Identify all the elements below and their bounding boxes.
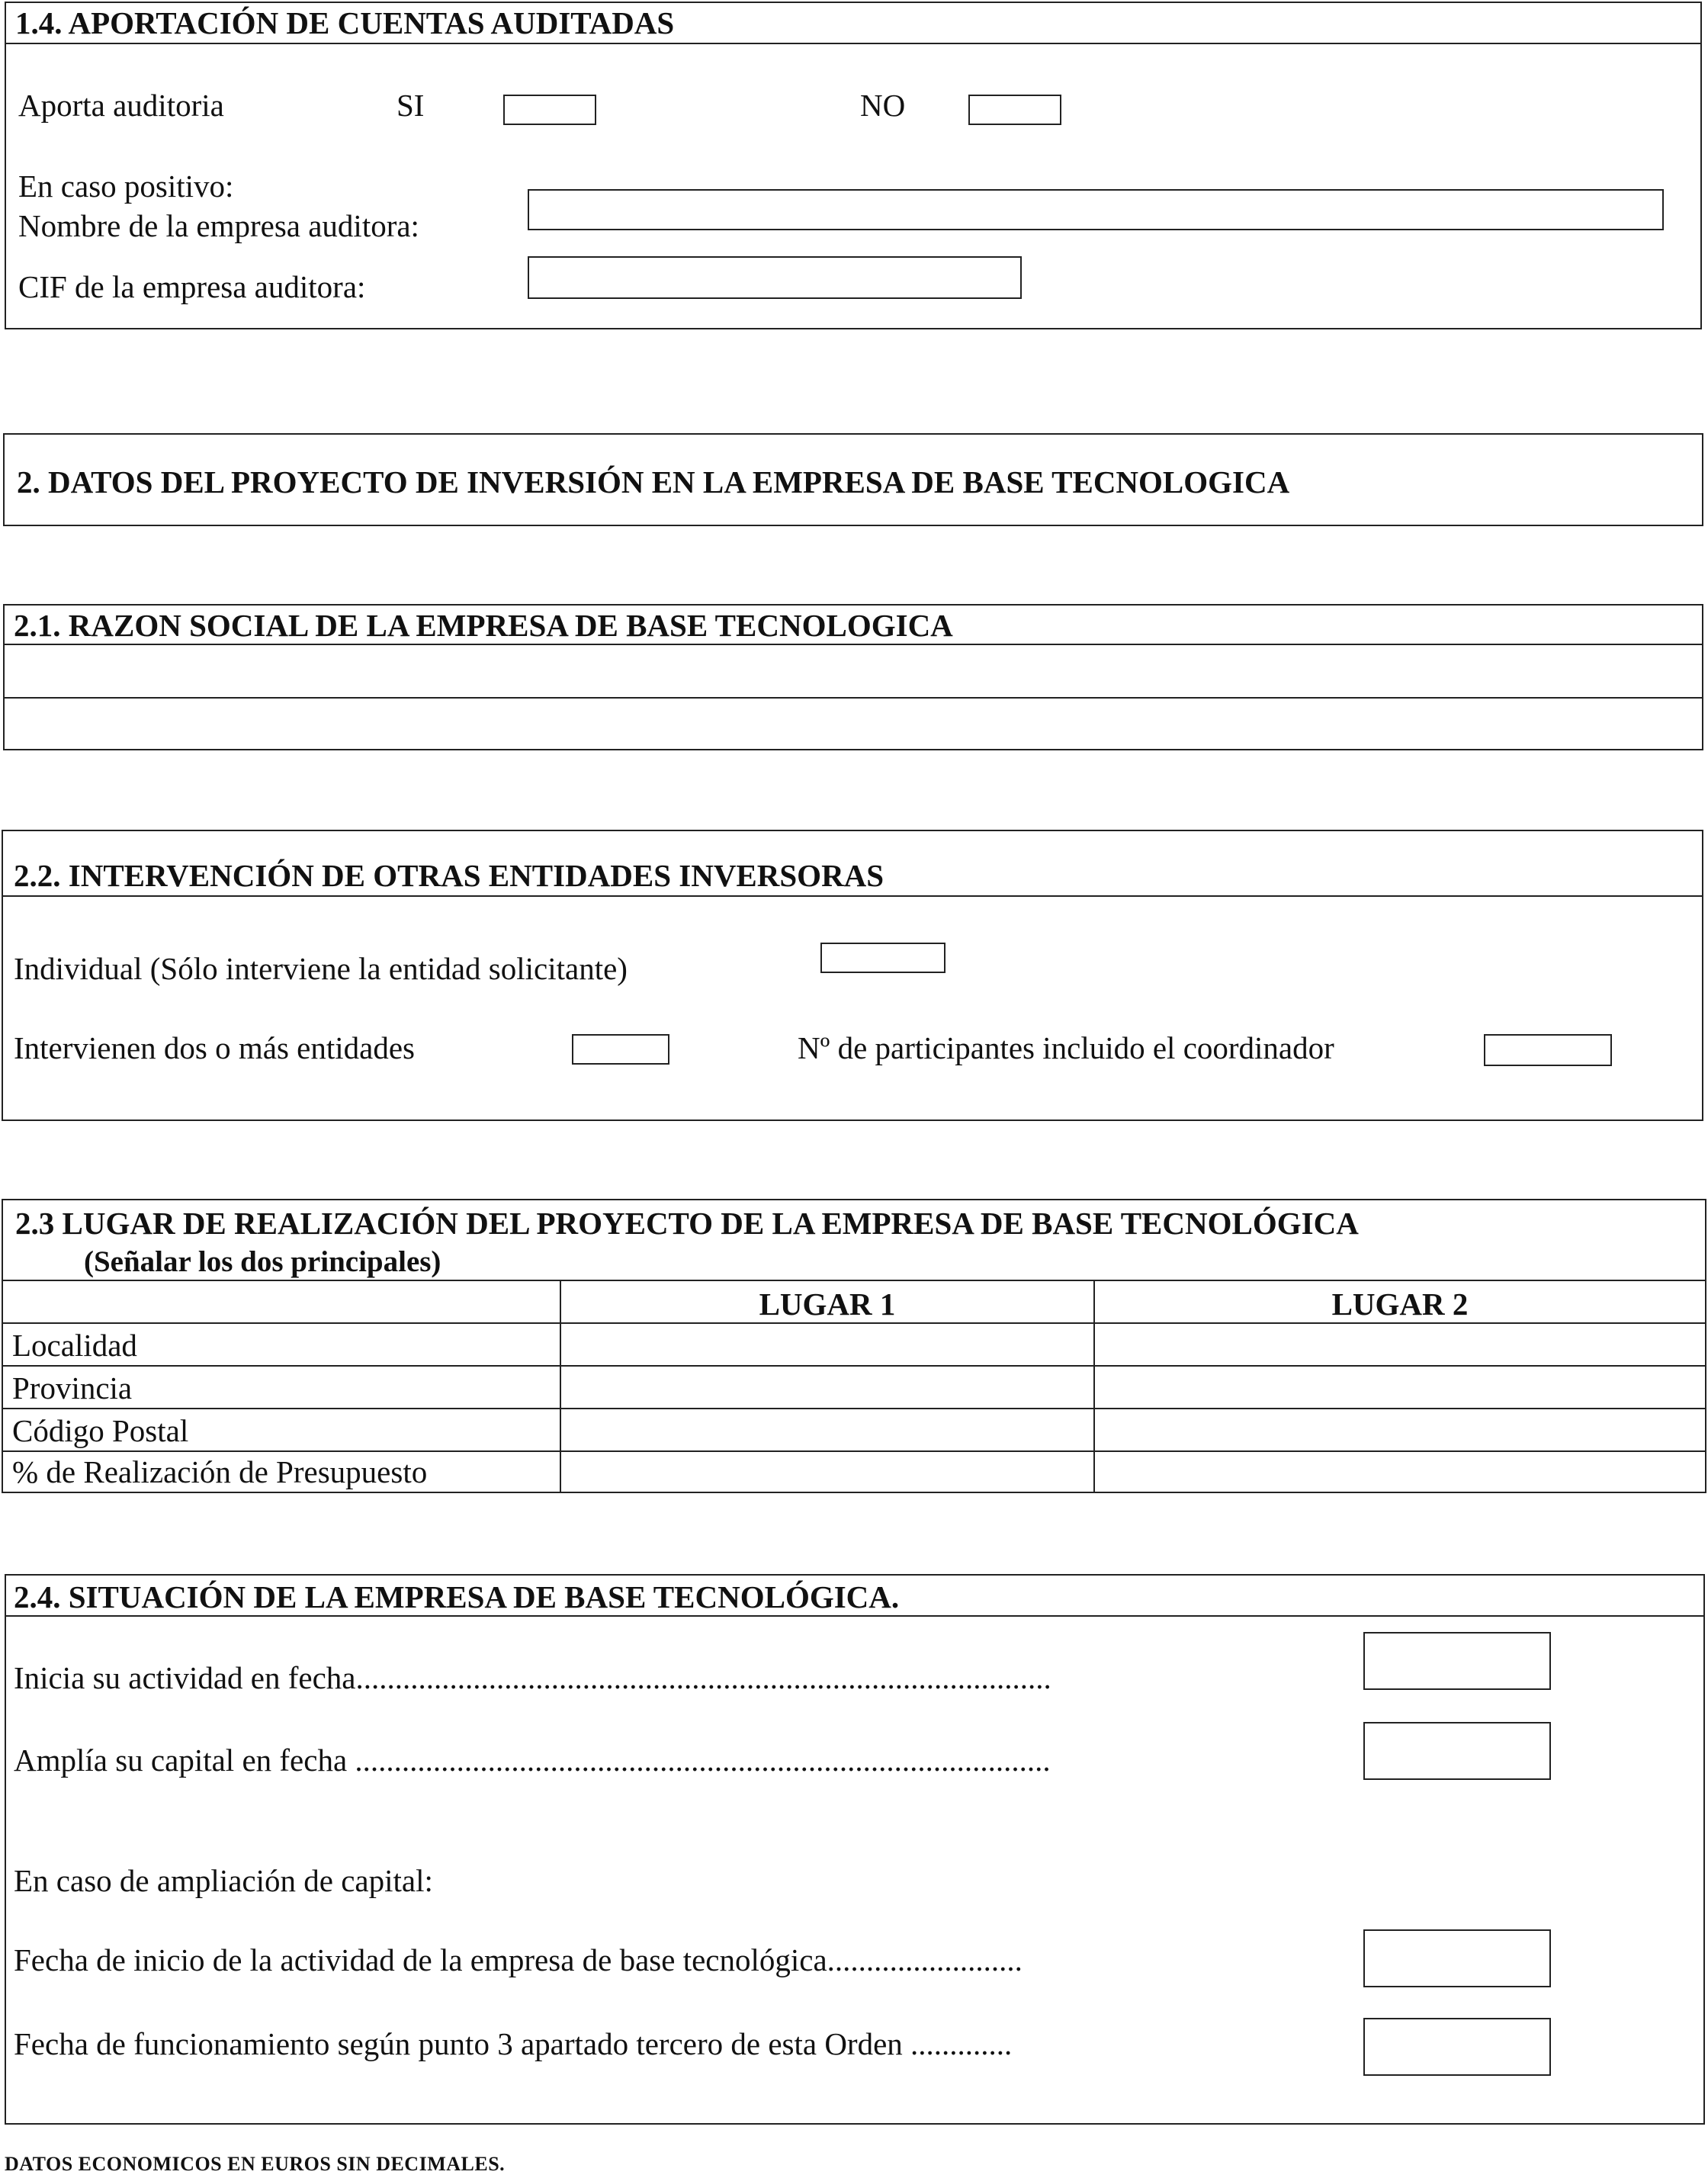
- amplia-capital-label: Amplía su capital en fecha .........................................................................................: [14, 1743, 1051, 1778]
- positive-label: En caso positivo:: [18, 169, 234, 204]
- nombre-empresa-auditora-input[interactable]: [528, 189, 1664, 230]
- section-2-4-title: 2.4. SITUACIÓN DE LA EMPRESA DE BASE TECNOLÓGICA.: [14, 1579, 900, 1614]
- dos-entidades-label: Intervienen dos o más entidades: [14, 1030, 416, 1065]
- porcentaje-lugar-1-cell[interactable]: [563, 1454, 1092, 1492]
- footer-note: DATOS ECONOMICOS EN EUROS SIN DECIMALES.: [5, 2153, 506, 2175]
- no-checkbox[interactable]: [968, 95, 1061, 125]
- cif-empresa-auditora-input[interactable]: [528, 256, 1022, 299]
- table-row-rule-4: [2, 1450, 1706, 1452]
- table-row-rule-3: [2, 1408, 1706, 1409]
- row-label-provincia: Provincia: [12, 1370, 133, 1405]
- fecha-funcionamiento-label: Fecha de funcionamiento según punto 3 apartado tercero de esta Orden .............: [14, 2026, 1013, 2061]
- codigo-postal-lugar-2-cell[interactable]: [1096, 1411, 1703, 1449]
- si-checkbox[interactable]: [503, 95, 596, 125]
- table-row-rule-2: [2, 1365, 1706, 1367]
- dos-entidades-checkbox[interactable]: [572, 1034, 669, 1065]
- razon-social-line-2[interactable]: [6, 700, 1700, 749]
- fecha-funcionamiento-date-input[interactable]: [1363, 2018, 1551, 2076]
- individual-label: Individual (Sólo interviene la entidad solicitante): [14, 951, 628, 986]
- section-2-3-subtitle: (Señalar los dos principales): [84, 1245, 441, 1278]
- no-label: NO: [860, 88, 906, 123]
- section-2-3-header-rule: [2, 1280, 1706, 1281]
- codigo-postal-lugar-1-cell[interactable]: [563, 1411, 1092, 1449]
- nombre-label: Nombre de la empresa auditora:: [18, 208, 419, 243]
- section-2-1-row-rule: [3, 697, 1703, 699]
- inicia-actividad-date-input[interactable]: [1363, 1632, 1551, 1690]
- ampliacion-capital-label: En caso de ampliación de capital:: [14, 1863, 433, 1898]
- table-row-rule-1: [2, 1322, 1706, 1324]
- section-1-4-title: 1.4. APORTACIÓN DE CUENTAS AUDITADAS: [15, 5, 675, 40]
- localidad-lugar-2-cell[interactable]: [1096, 1325, 1703, 1364]
- section-2-3-title: 2.3 LUGAR DE REALIZACIÓN DEL PROYECTO DE LA EMPRESA DE BASE TECNOLÓGICA: [15, 1206, 1359, 1241]
- amplia-capital-date-input[interactable]: [1363, 1722, 1551, 1780]
- section-2-1-title: 2.1. RAZON SOCIAL DE LA EMPRESA DE BASE TECNOLOGICA: [14, 608, 953, 643]
- column-header-lugar-1: LUGAR 1: [759, 1287, 896, 1322]
- provincia-lugar-1-cell[interactable]: [563, 1368, 1092, 1406]
- row-label-codigo-postal: Código Postal: [12, 1413, 189, 1448]
- individual-checkbox[interactable]: [820, 943, 946, 973]
- fecha-inicio-label: Fecha de inicio de la actividad de la empresa de base tecnológica.........................: [14, 1942, 1023, 1977]
- localidad-lugar-1-cell[interactable]: [563, 1325, 1092, 1364]
- section-2-title: 2. DATOS DEL PROYECTO DE INVERSIÓN EN LA EMPRESA DE BASE TECNOLOGICA: [17, 464, 1290, 500]
- aporta-label: Aporta auditoria: [18, 88, 224, 123]
- section-2-4-title-rule: [5, 1615, 1705, 1617]
- section-2-2-title: 2.2. INTERVENCIÓN DE OTRAS ENTIDADES INVERSORAS: [14, 858, 884, 893]
- participantes-label: Nº de participantes incluido el coordinador: [798, 1030, 1334, 1065]
- fecha-inicio-date-input[interactable]: [1363, 1929, 1551, 1987]
- provincia-lugar-2-cell[interactable]: [1096, 1368, 1703, 1406]
- section-2-2-title-rule: [2, 895, 1703, 897]
- section-1-4-title-rule: [5, 43, 1702, 44]
- row-label-porcentaje: % de Realización de Presupuesto: [12, 1454, 428, 1489]
- row-label-localidad: Localidad: [12, 1328, 137, 1363]
- si-label: SI: [396, 88, 425, 123]
- column-header-lugar-2: LUGAR 2: [1331, 1287, 1469, 1322]
- inicia-actividad-label: Inicia su actividad en fecha.........................................................................................: [14, 1660, 1051, 1695]
- participantes-input[interactable]: [1484, 1034, 1612, 1066]
- razon-social-line-1[interactable]: [6, 647, 1700, 695]
- porcentaje-lugar-2-cell[interactable]: [1096, 1454, 1703, 1492]
- section-2-1-title-rule: [3, 644, 1703, 645]
- cif-label: CIF de la empresa auditora:: [18, 269, 366, 304]
